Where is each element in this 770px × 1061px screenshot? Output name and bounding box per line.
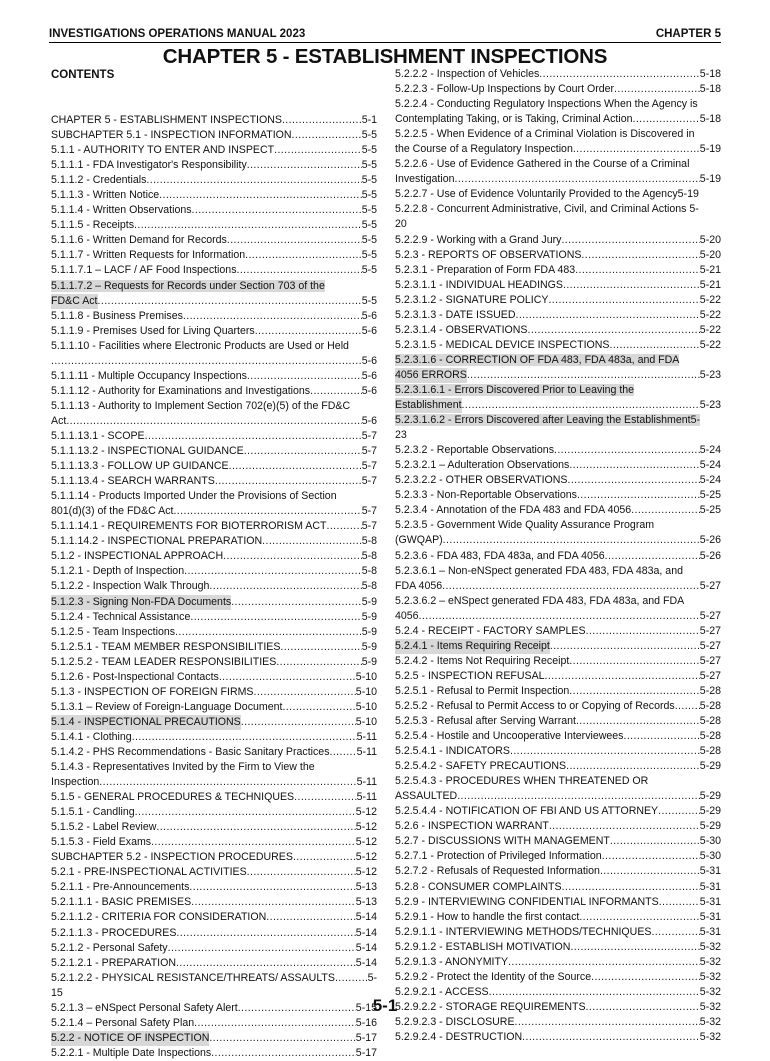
toc-entry[interactable]: 5.2.1.1 - Pre-Announcements ..... 5-13 — [51, 880, 377, 895]
toc-entry[interactable]: 5.1.2.2 - Inspection Walk Through ..... 5-8 — [51, 579, 377, 594]
toc-entry[interactable]: 5.1.2.5.2 - TEAM LEADER RESPONSIBILITIES ..... 5-9 — [51, 655, 377, 670]
toc-entry[interactable]: 5.2.3.2.1 – Adulteration Observations ..... 5-24 — [395, 458, 721, 473]
toc-entry[interactable]: 5.1.1.13.4 - SEARCH WARRANTS ..... 5-7 — [51, 474, 377, 489]
toc-entry[interactable]: 5.2.3.1.5 - MEDICAL DEVICE INSPECTIONS ..... 5-22 — [395, 338, 721, 353]
toc-entry[interactable]: 5.1.1.5 - Receipts ..... 5-5 — [51, 218, 377, 233]
toc-entry[interactable]: 5.1.1.8 - Business Premises ..... 5-6 — [51, 309, 377, 324]
toc-entry[interactable]: 5.1.1.1 - FDA Investigator's Responsibility ..... 5-5 — [51, 158, 377, 173]
toc-entry-line[interactable]: 5.2.5.4.3 - PROCEDURES WHEN THREATENED OR — [395, 775, 649, 788]
toc-entry[interactable]: 5.1.5 - GENERAL PROCEDURES & TECHNIQUES ..... 5-11 — [51, 790, 377, 805]
toc-entry[interactable]: 5.2.2.2 - Inspection of Vehicles ..... 5-18 — [395, 67, 721, 82]
toc-entry[interactable]: 5.2.9.1 - How to handle the first contact ..... 5-31 — [395, 910, 721, 925]
toc-entry[interactable]: 4056 ..... 5-27 — [395, 609, 721, 624]
toc-entry-line[interactable]: 5.2.3.1.6.1 - Errors Discovered Prior to Leaving the — [395, 383, 635, 396]
toc-entry-line[interactable]: 5.2.2.4 - Conducting Regulatory Inspections When the Agency is — [395, 98, 698, 111]
contents-heading: CONTENTS — [51, 69, 115, 81]
toc-entry[interactable]: 5.1.2 - INSPECTIONAL APPROACH ..... 5-8 — [51, 549, 377, 564]
toc-entry[interactable]: Investigation ..... 5-19 — [395, 172, 721, 187]
toc-entry[interactable]: Inspection ..... 5-11 — [51, 775, 377, 790]
toc-entry[interactable]: 5.1.2.4 - Technical Assistance ..... 5-9 — [51, 610, 377, 625]
toc-entry[interactable]: 5.2.5.4.1 - INDICATORS ..... 5-28 — [395, 744, 721, 759]
toc-entry[interactable]: (GWQAP) ..... 5-26 — [395, 533, 721, 548]
toc-entry[interactable]: 5.2.1.2 - Personal Safety ..... 5-14 — [51, 941, 377, 956]
page-number: 5-1 — [372, 996, 398, 1015]
toc-entry[interactable]: 5.2.3.3 - Non-Reportable Observations ..... 5-25 — [395, 488, 721, 503]
toc-entry[interactable]: 5.2.6 - INSPECTION WARRANT ..... 5-29 — [395, 819, 721, 834]
toc-entry-line[interactable]: 5.2.3.5 - Government Wide Quality Assurance Program — [395, 519, 655, 532]
toc-entry[interactable]: 5.2.1.2.1 - PREPARATION ..... 5-14 — [51, 956, 377, 971]
toc-entry[interactable]: FD&C Act ..... 5-5 — [51, 294, 377, 309]
toc-entry[interactable]: 5.2.4 - RECEIPT - FACTORY SAMPLES ..... 5-27 — [395, 624, 721, 639]
toc-entry[interactable]: 5.2.4.1 - Items Requiring Receipt ..... 5-27 — [395, 639, 721, 654]
toc-entry-line[interactable]: 5.1.1.7.2 – Requests for Records under Section 703 of the — [51, 279, 325, 292]
toc-entry[interactable]: 5.2.5.4.4 - NOTIFICATION OF FBI AND US ATTORNEY ..... 5-29 — [395, 804, 721, 819]
toc-entry[interactable]: 5.1.2.5.1 - TEAM MEMBER RESPONSIBILITIES ..... 5-9 — [51, 640, 377, 655]
toc-entry[interactable]: 5.2.5.1 - Refusal to Permit Inspection ..... 5-28 — [395, 684, 721, 699]
toc-entry[interactable]: SUBCHAPTER 5.1 - INSPECTION INFORMATION ..... 5-5 — [51, 128, 377, 143]
toc-entry[interactable]: 5.1.1.11 - Multiple Occupancy Inspections ..... 5-6 — [51, 369, 377, 384]
toc-entry[interactable]: 5.1.1.13.2 - INSPECTIONAL GUIDANCE ..... 5-7 — [51, 444, 377, 459]
toc-entry[interactable]: Act ..... 5-6 — [51, 414, 377, 429]
toc-entry[interactable]: 5.1.1.9 - Premises Used for Living Quarters ..... 5-6 — [51, 324, 377, 339]
toc-entry[interactable]: 5.1.5.2 - Label Review ..... 5-12 — [51, 820, 377, 835]
chapter-label: CHAPTER 5 — [655, 28, 721, 40]
toc-entry[interactable]: FDA 4056 ..... 5-27 — [395, 579, 721, 594]
toc-entry[interactable]: 5.1.1.7 - Written Requests for Information ..... 5-5 — [51, 248, 377, 263]
toc-entry[interactable]: 5.2.3.2 - Reportable Observations ..... 5-24 — [395, 443, 721, 458]
toc-entry[interactable]: 5.1.1.14.1 - REQUIREMENTS FOR BIOTERRORISM ACT ..... 5-7 — [51, 519, 377, 534]
toc-entry[interactable]: 5.2.1.3 – eNSpect Personal Safety Alert ..... 5-15 — [51, 1001, 377, 1016]
toc-entry-line[interactable]: 5.2.3.6.2 – eNSpect generated FDA 483, FDA 483a, and FDA — [395, 594, 685, 607]
toc-entry-line[interactable]: 23 — [395, 429, 407, 442]
page-title: CHAPTER 5 - ESTABLISHMENT INSPECTIONS — [162, 45, 608, 68]
toc-entry-line[interactable]: 5.2.3.6.1 – Non-eNSpect generated FDA 483, FDA 483a, and — [395, 564, 683, 577]
toc-entry[interactable]: 5.2.1.1.3 - PROCEDURES ..... 5-14 — [51, 926, 377, 941]
toc-entry[interactable]: 5.2.9.1.1 - INTERVIEWING METHODS/TECHNIQUES ..... 5-31 — [395, 925, 721, 940]
toc-entry[interactable]: 5.2.3.1.4 - OBSERVATIONS ..... 5-22 — [395, 323, 721, 338]
toc-entry[interactable]: ASSAULTED ..... 5-29 — [395, 789, 721, 804]
toc-entry[interactable]: 4056 ERRORS ..... 5-23 — [395, 368, 721, 383]
toc-entry[interactable]: 5.2.5.4.2 - SAFETY PRECAUTIONS ..... 5-29 — [395, 759, 721, 774]
toc-entry[interactable]: 5.1.2.1 - Depth of Inspection ..... 5-8 — [51, 564, 377, 579]
toc-entry[interactable]: 5.2.3.1 - Preparation of Form FDA 483 ..... 5-21 — [395, 263, 721, 278]
running-header — [49, 27, 721, 41]
toc-entry[interactable]: 5.1.1.4 - Written Observations ..... 5-5 — [51, 203, 377, 218]
toc-entry[interactable]: SUBCHAPTER 5.2 - INSPECTION PROCEDURES ..... 5-12 — [51, 850, 377, 865]
toc-entry[interactable]: 5.1.4.1 - Clothing ..... 5-11 — [51, 730, 377, 745]
toc-entry[interactable]: 5.2.5.4 - Hostile and Uncooperative Interviewees ..... 5-28 — [395, 729, 721, 744]
toc-entry[interactable]: 5.1.4 - INSPECTIONAL PRECAUTIONS ..... 5-10 — [51, 715, 377, 730]
toc-entry[interactable]: 5.2.9.2.3 - DISCLOSURE ..... 5-32 — [395, 1015, 721, 1030]
toc-entry[interactable]: 5.1.1.2 - Credentials ..... 5-5 — [51, 173, 377, 188]
toc-entry[interactable]: 5.2.3.1.2 - SIGNATURE POLICY ..... 5-22 — [395, 293, 721, 308]
toc-entry[interactable]: 5.1.3.1 – Review of Foreign-Language Document ..... 5-10 — [51, 700, 377, 715]
toc-entry[interactable]: 5.2.9 - INTERVIEWING CONFIDENTIAL INFORMANTS ..... 5-31 — [395, 895, 721, 910]
toc-entry[interactable]: 5.1.1.14.2 - INSPECTIONAL PREPARATION ..... 5-8 — [51, 534, 377, 549]
toc-entry[interactable]: 5.2.5.2 - Refusal to Permit Access to or Copying of Records ..... 5-28 — [395, 699, 721, 714]
toc-entry-line[interactable]: 5.2.3.1.6.2 - Errors Discovered after Leaving the Establishment5- — [395, 414, 701, 427]
toc-entry[interactable]: 5.2.1.1.2 - CRITERIA FOR CONSIDERATION ..... 5-14 — [51, 910, 377, 925]
toc-entry-line[interactable]: 5.2.2.7 - Use of Evidence Voluntarily Provided to the Agency5-19 — [395, 188, 699, 201]
toc-entry[interactable]: 5.2.3.4 - Annotation of the FDA 483 and FDA 4056 ..... 5-25 — [395, 503, 721, 518]
toc-entry[interactable]: 5.1.1.12 - Authority for Examinations and Investigations ..... 5-6 — [51, 384, 377, 399]
toc-entry[interactable]: 5.2.3.1.3 - DATE ISSUED ..... 5-22 — [395, 308, 721, 323]
toc-entry[interactable]: 5.2.3.6 - FDA 483, FDA 483a, and FDA 4056 ..... 5-26 — [395, 549, 721, 564]
toc-entry-line[interactable]: 5.1.1.14 - Products Imported Under the Provisions of Section — [51, 490, 337, 503]
toc-entry[interactable]: 5.2.2.9 - Working with a Grand Jury ..... 5-20 — [395, 233, 721, 248]
toc-entry[interactable]: 5.1.1.13.3 - FOLLOW UP GUIDANCE ..... 5-7 — [51, 459, 377, 474]
toc-entry[interactable]: Establishment ..... 5-23 — [395, 398, 721, 413]
toc-entry[interactable]: 5.1.1.13.1 - SCOPE ..... 5-7 — [51, 429, 377, 444]
toc-entry[interactable]: 5.2.5 - INSPECTION REFUSAL ..... 5-27 — [395, 669, 721, 684]
toc-entry[interactable]: 801(d)(3) of the FD&C Act ..... 5-7 — [51, 504, 377, 519]
toc-entry[interactable]: 5.1.1 - AUTHORITY TO ENTER AND INSPECT ..... 5-5 — [51, 143, 377, 158]
toc-entry[interactable]: 5.2.9.2 - Protect the Identity of the Source ..... 5-32 — [395, 970, 721, 985]
toc-entry[interactable]: 5.2.2.1 - Multiple Date Inspections ..... 5-17 — [51, 1046, 377, 1061]
toc-entry[interactable]: 5.1.2.5 - Team Inspections ..... 5-9 — [51, 625, 377, 640]
toc-entry[interactable]: 5.2.9.2.4 - DESTRUCTION ..... 5-32 — [395, 1030, 721, 1045]
toc-entry[interactable]: 5.2.3 - REPORTS OF OBSERVATIONS ..... 5-20 — [395, 248, 721, 263]
toc-entry[interactable]: 5.1.1.6 - Written Demand for Records ..... 5-5 — [51, 233, 377, 248]
toc-entry[interactable]: the Course of a Regulatory Inspection ..... 5-19 — [395, 142, 721, 157]
toc-entry-line[interactable]: 5.2.3.1.6 - CORRECTION OF FDA 483, FDA 483a, and FDA — [395, 353, 680, 366]
toc-entry[interactable]: 5.2.9.1.3 - ANONYMITY ..... 5-32 — [395, 955, 721, 970]
toc-entry-line[interactable]: 5.2.2.5 - When Evidence of a Criminal Violation is Discovered in — [395, 128, 695, 141]
toc-entry[interactable]: 5.2.1.4 – Personal Safety Plan ..... 5-16 — [51, 1016, 377, 1031]
toc-entry[interactable]: Contemplating Taking, or is Taking, Criminal Action ..... 5-18 — [395, 112, 721, 127]
toc-entry[interactable]: 5.2.1.2.2 - PHYSICAL RESISTANCE/THREATS/ ASSAULTS ..... 5- — [51, 971, 377, 986]
toc-entry[interactable]: 5.2.1.1.1 - BASIC PREMISES ..... 5-13 — [51, 895, 377, 910]
toc-entry[interactable]: 5.1.2.3 - Signing Non-FDA Documents ..... 5-9 — [51, 595, 377, 610]
toc-entry[interactable]: 5.2.7.1 - Protection of Privileged Information ..... 5-30 — [395, 849, 721, 864]
toc-entry[interactable]: 5.2.7.2 - Refusals of Requested Information ..... 5-31 — [395, 864, 721, 879]
toc-entry[interactable]: 5.2.2.3 - Follow-Up Inspections by Court Order ..... 5-18 — [395, 82, 721, 97]
toc-entry[interactable]: 5.1.1.3 - Written Notice ..... 5-5 — [51, 188, 377, 203]
manual-title: INVESTIGATIONS OPERATIONS MANUAL 2023 — [49, 28, 306, 40]
toc-entry[interactable]: 5.1.1.7.1 – LACF / AF Food Inspections ..... 5-5 — [51, 263, 377, 278]
toc-entry[interactable]: 5.2.1 - PRE-INSPECTIONAL ACTIVITIES ..... 5-12 — [51, 865, 377, 880]
toc-entry-line[interactable]: 15 — [51, 986, 63, 999]
toc-entry[interactable]: CHAPTER 5 - ESTABLISHMENT INSPECTIONS ..... 5-1 — [51, 113, 377, 128]
toc-entry[interactable]: 5.2.3.1.1 - INDIVIDUAL HEADINGS ..... 5-21 — [395, 278, 721, 293]
toc-entry[interactable]: 5.2.9.1.2 - ESTABLISH MOTIVATION ..... 5-32 — [395, 940, 721, 955]
toc-entry-line[interactable]: 5.1.1.13 - Authority to Implement Section 702(e)(5) of the FD&C — [51, 399, 351, 412]
toc-entry-line[interactable]: 5.2.2.8 - Concurrent Administrative, Civil, and Criminal Actions 5- — [395, 203, 699, 216]
toc-entry-line[interactable]: 5.1.4.3 - Representatives Invited by the Firm to View the — [51, 761, 315, 774]
toc-entry[interactable]: 5.2.4.2 - Items Not Requiring Receipt ..... 5-27 — [395, 654, 721, 669]
toc-entry[interactable]: 5.1.5.3 - Field Exams ..... 5-12 — [51, 835, 377, 850]
toc-entry[interactable]: 5.1.3 - INSPECTION OF FOREIGN FIRMS ..... 5-10 — [51, 685, 377, 700]
toc-entry[interactable]: 5.1.5.1 - Candling ..... 5-12 — [51, 805, 377, 820]
toc-entry[interactable]: 5.2.2 - NOTICE OF INSPECTION ..... 5-17 — [51, 1031, 377, 1046]
header-rule — [49, 42, 721, 43]
toc-entry[interactable]: 5.2.3.2.2 - OTHER OBSERVATIONS ..... 5-24 — [395, 473, 721, 488]
toc-left-column — [51, 113, 377, 1061]
toc-entry-line[interactable]: 5.1.1.10 - Facilities where Electronic Products are Used or Held — [51, 339, 349, 352]
toc-entry[interactable]: 5.2.8 - CONSUMER COMPLAINTS ..... 5-31 — [395, 880, 721, 895]
toc-entry-line[interactable]: 20 — [395, 218, 407, 231]
toc-entry[interactable]: 5.2.9.2.1 - ACCESS ..... 5-32 — [395, 985, 721, 1000]
toc-entry[interactable]: 5.2.9.2.2 - STORAGE REQUIREMENTS ..... 5-32 — [395, 1000, 721, 1015]
toc-entry[interactable]: ..... 5-6 — [51, 354, 377, 369]
toc-entry[interactable]: 5.2.7 - DISCUSSIONS WITH MANAGEMENT ..... 5-30 — [395, 834, 721, 849]
toc-entry-line[interactable]: 5.2.2.6 - Use of Evidence Gathered in the Course of a Criminal — [395, 158, 690, 171]
toc-entry[interactable]: 5.1.2.6 - Post-Inspectional Contacts ..... 5-10 — [51, 670, 377, 685]
toc-entry[interactable]: 5.1.4.2 - PHS Recommendations - Basic Sanitary Practices ..... 5-11 — [51, 745, 377, 760]
toc-right-column — [395, 67, 721, 1045]
toc-entry[interactable]: 5.2.5.3 - Refusal after Serving Warrant ..... 5-28 — [395, 714, 721, 729]
